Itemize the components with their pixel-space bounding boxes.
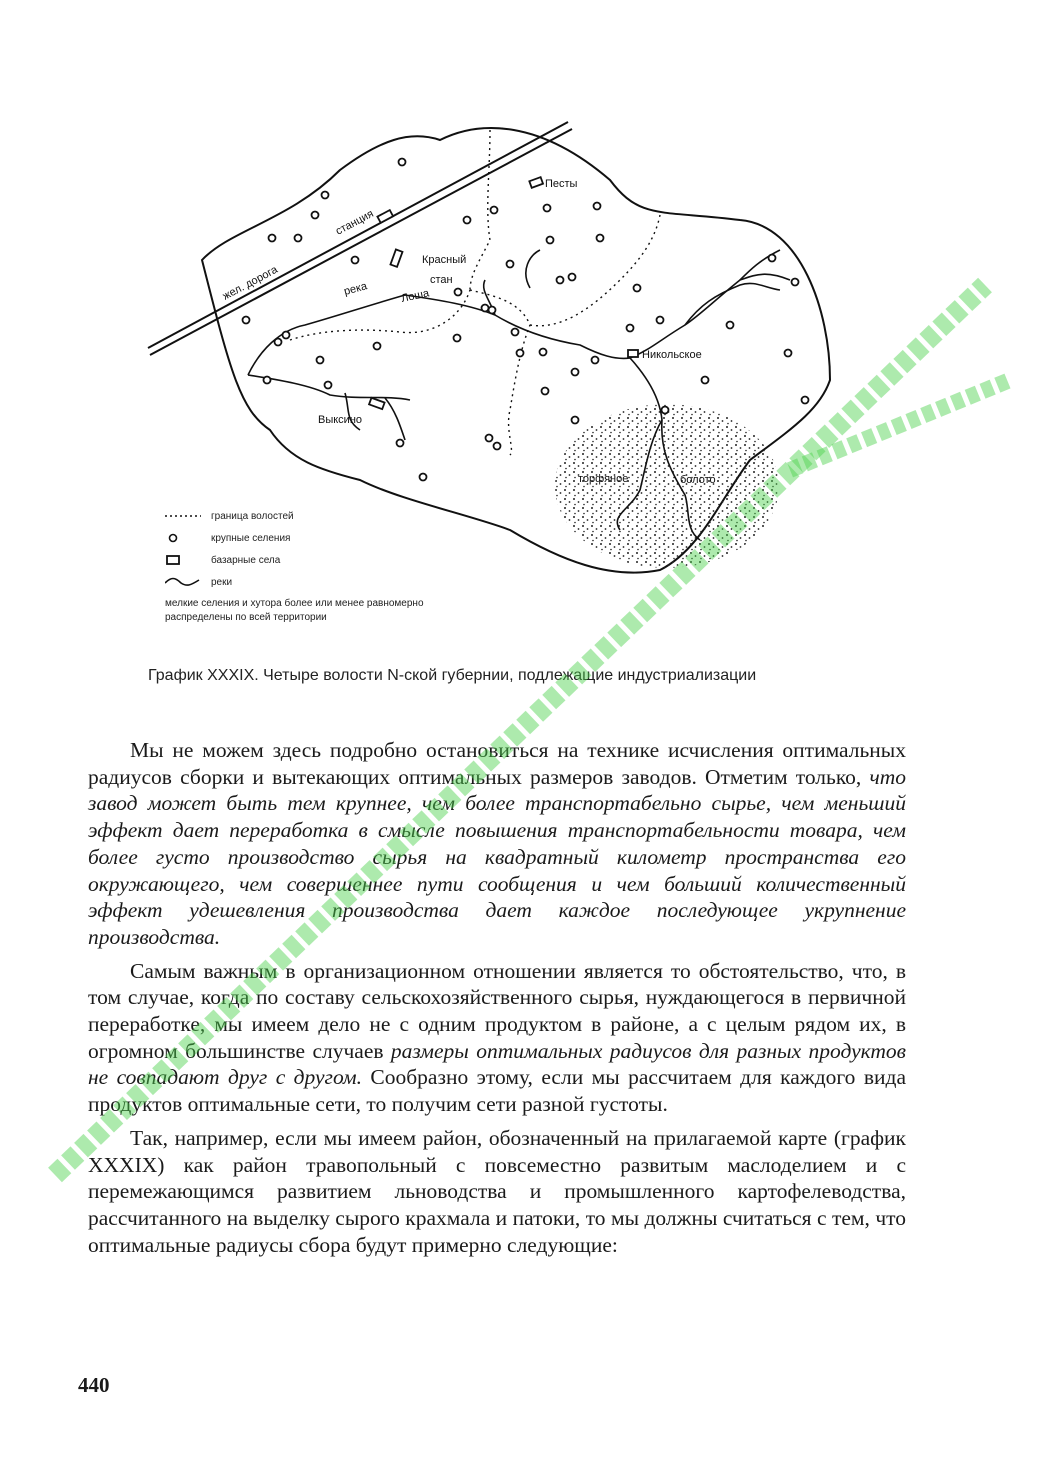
nikolskoe-label: Никольское	[642, 349, 702, 361]
legend-villages-text: крупные селения	[211, 532, 291, 544]
station-label: станция	[333, 207, 376, 238]
map-legend	[165, 505, 465, 625]
legend-border-row	[165, 505, 465, 527]
paragraph-1: Мы не можем здесь подробно остановиться на технике исчисления оптимальных радиусов сборки и вытекающих оптимальных размеров заводов. Отметим только, что завод может быть тем крупнее, чем более транспортабельно сырье, чем меньший эффект дает переработка в смысле повышения транспортабельности товара, чем более густо производство сырья на квадратный километр пространства его окружающего, чем совершеннее пути сообщения и чем больший количественный эффект удешевления производства дает каждое последующее укрупнение производства.	[88, 738, 906, 949]
circle-icon	[165, 533, 205, 543]
legend-markets-text: базарные села	[211, 554, 281, 566]
peat-swamp-area	[555, 404, 779, 568]
krasny-label: Красный	[422, 254, 467, 266]
legend-villages-row	[165, 527, 465, 549]
figure-caption: График XXXIX. Четыре волости N-ской губернии, подлежащие индустриализации	[148, 667, 757, 684]
legend-markets-row	[165, 549, 465, 571]
legend-rivers-text: реки	[211, 576, 233, 588]
wavy-line-icon	[165, 577, 205, 587]
rectangle-icon	[165, 554, 205, 566]
body-text	[88, 737, 906, 1265]
pesty-label: Песты	[545, 178, 578, 190]
reka-label: река	[342, 280, 369, 298]
dotted-line-icon	[165, 513, 205, 519]
legend-border-text: граница волостей	[211, 510, 294, 522]
vyksino-label: Выксино	[318, 414, 363, 426]
stan-label: стан	[430, 274, 453, 286]
losha-label: Лоша	[400, 287, 431, 305]
legend-rivers-row	[165, 571, 465, 593]
page-number: 440	[78, 1373, 110, 1397]
peat-label: торфяное	[578, 473, 629, 485]
paragraph-3: Так, например, если мы имеем район, обозначенный на прилагаемой карте (график XXXIX) как район травопольный с повсеместно развитым маслоделием и с перемежающимся развитием льноводства и промышленного картофелеводства, рассчитанного на выделку сырого крахмала и патоки, то мы должны считаться с тем, что оптимальные радиусы сбора будут примерно следующие:	[88, 1125, 906, 1257]
railway-label: жел. дорога	[220, 263, 280, 303]
swamp-label: болото	[680, 474, 716, 486]
railway-line	[148, 122, 568, 348]
paragraph-2: Самым важным в организационном отношении является то обстоятельство, что, в том случае, когда по составу сельскохозяйственного сырья, нуждающегося в первичной переработке, мы имеем дело не с одним продуктом в районе, а с целым рядом их, в огромном большинстве случаев размеры оптимальных радиусов для разных продуктов не совпадают друг с другом. Сообразно этому, если мы рассчитаем для каждого вида продуктов оптимальные сети, то получим сети разной густоты.	[88, 958, 906, 1117]
legend-note: мелкие селения и хутора более или менее равномерно распределены по всей территории	[165, 598, 424, 623]
